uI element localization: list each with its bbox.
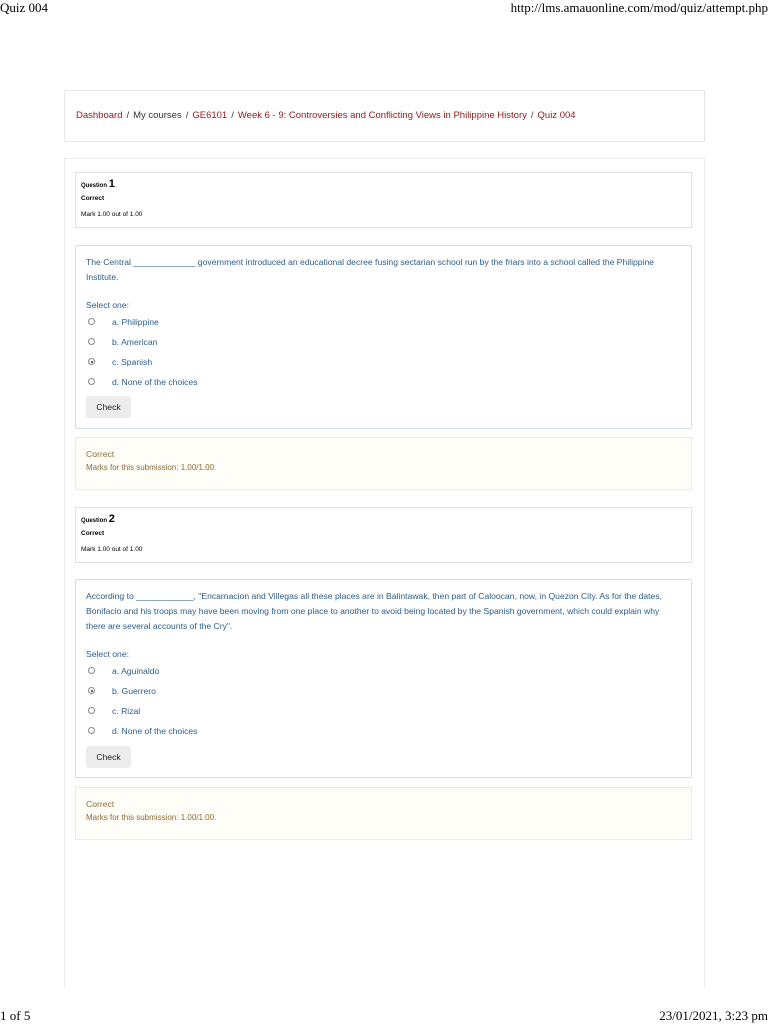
radio-button[interactable] (88, 667, 95, 674)
breadcrumb-separator: / (185, 110, 189, 121)
print-header (0, 0, 768, 16)
question-number (81, 513, 115, 525)
breadcrumb-bar (64, 90, 705, 142)
radio-button[interactable] (88, 338, 95, 345)
answer-label[interactable]: a. Aguinaldo (112, 666, 160, 676)
answer-label[interactable]: d. None of the choices (112, 726, 198, 736)
question-formulation-1 (75, 245, 692, 429)
print-footer (0, 1008, 768, 1024)
question-number-value: 2 (108, 513, 115, 525)
question-text: According to ____________, "Encarnacion and Villegas all these places are in Balintawak, then part of Caloocan, now, in Quezon City. As for the dates, Bonifacio and his troops may have been moving from one place to another to avoid being located by the Spanish government, which could explain why there are several accounts of the Cry". (86, 591, 663, 631)
answer-label[interactable]: b. American (112, 337, 158, 347)
feedback-state: Correct (86, 449, 115, 459)
print-page-count: 1 of 5 (0, 1008, 31, 1023)
breadcrumb-course[interactable]: GE6101 (192, 110, 228, 121)
check-button[interactable]: Check (86, 396, 131, 418)
question-state: Correct (81, 195, 105, 202)
question-label: Question (81, 518, 108, 524)
radio-button[interactable] (88, 727, 95, 734)
breadcrumb-separator: / (231, 110, 234, 121)
radio-button[interactable] (88, 707, 95, 714)
radio-button[interactable] (88, 378, 95, 385)
feedback-marks: Marks for this submission: 1.00/1.00. (86, 813, 217, 822)
question-info-2 (75, 507, 692, 563)
question-info-1 (75, 172, 692, 228)
question-feedback-1 (75, 437, 692, 490)
question-formulation-2 (75, 579, 692, 778)
breadcrumb-separator: / (126, 110, 130, 121)
question-text: The Central _____________ government introduced an educational decree fusing sectarian school run by the friars into a school called the Philippine Institute. (86, 257, 655, 282)
question-state: Correct (81, 530, 105, 537)
answer-label[interactable]: c. Spanish (112, 357, 153, 367)
radio-button-selected[interactable] (88, 687, 95, 694)
breadcrumb-section[interactable]: Week 6 - 9: Controversies and Conflicting Views in Philippine History (237, 110, 527, 121)
print-page-title: Quiz 004 (0, 0, 49, 15)
feedback-state: Correct (86, 799, 115, 809)
print-page-url: http://lms.amauonline.com/mod/quiz/attempt.php (510, 0, 768, 15)
answer-label[interactable]: a. Philippine (112, 317, 159, 327)
breadcrumb-dashboard[interactable]: Dashboard (76, 110, 123, 121)
question-label: Question (81, 183, 108, 189)
select-one-prompt: Select one: (86, 300, 129, 310)
question-grade: Mark 1.00 out of 1.00 (81, 211, 143, 218)
answer-label[interactable]: c. Rizal (112, 706, 141, 716)
breadcrumb-separator: / (530, 110, 534, 121)
answer-label[interactable]: d. None of the choices (112, 377, 198, 387)
question-grade: Mark 1.00 out of 1.00 (81, 546, 143, 553)
radio-button-selected[interactable] (88, 358, 95, 365)
question-number (81, 178, 115, 190)
question-number-value: 1 (108, 178, 115, 190)
breadcrumb (76, 110, 576, 121)
select-one-prompt: Select one: (86, 649, 129, 659)
breadcrumb-quiz[interactable]: Quiz 004 (537, 110, 576, 121)
print-datetime: 23/01/2021, 3:23 pm (659, 1008, 768, 1023)
radio-button[interactable] (88, 318, 95, 325)
breadcrumb-my-courses[interactable]: My courses (133, 110, 182, 121)
check-button[interactable]: Check (86, 746, 131, 768)
answer-label[interactable]: b. Guerrero (112, 686, 156, 696)
question-feedback-2 (75, 787, 692, 840)
feedback-marks: Marks for this submission: 1.00/1.00. (86, 463, 217, 472)
